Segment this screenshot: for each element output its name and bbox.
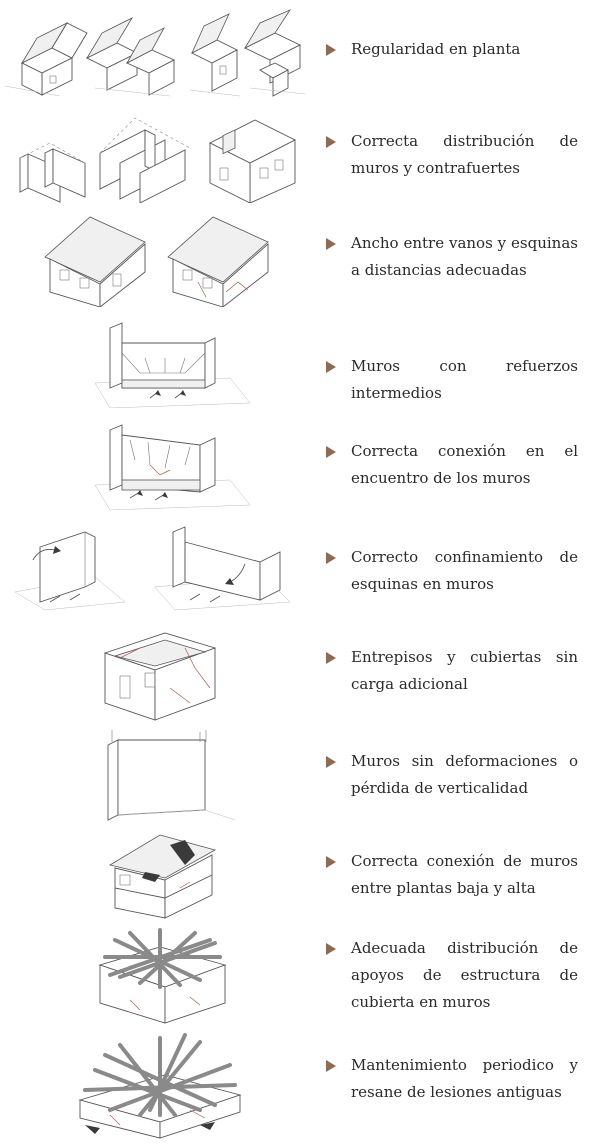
caption-block xyxy=(326,353,578,407)
openings-corner-distance-illustration xyxy=(0,212,315,307)
caption-block xyxy=(326,438,578,492)
item-corner-confinement xyxy=(0,522,595,612)
bullet-triangle-icon xyxy=(326,238,336,250)
bullet-triangle-icon xyxy=(326,361,336,373)
caption-text: Mantenimiento periodico y resane de lesiones antiguas xyxy=(351,1056,578,1101)
caption-block xyxy=(326,1052,578,1106)
item-intermediate-reinforcement xyxy=(0,318,595,408)
wall-distribution-buttresses-illustration xyxy=(0,108,315,203)
caption-text: Correcta conexión de muros entre plantas baja y alta xyxy=(351,852,578,897)
intermediate-wall-reinforcement-illustration xyxy=(0,318,315,408)
corner-confinement-illustration xyxy=(0,522,315,612)
item-wall-distribution xyxy=(0,108,595,203)
caption-text: Adecuada distribución de apoyos de estructura de cubierta en muros xyxy=(351,939,578,1011)
caption-block xyxy=(326,748,578,802)
caption-block xyxy=(326,230,578,284)
floor-plan-regularity-houses-illustration xyxy=(0,8,315,98)
caption-text: Muros sin deformaciones o pérdida de verticalidad xyxy=(351,752,578,797)
roof-structure-supports-illustration xyxy=(0,925,315,1025)
caption-text: Muros con refuerzos intermedios xyxy=(351,357,578,402)
caption-text: Ancho entre vanos y esquinas a distancias adecuadas xyxy=(351,234,578,279)
caption-text: Correcto confinamiento de esquinas en muros xyxy=(351,548,578,593)
caption-text: Entrepisos y cubiertas sin carga adicional xyxy=(351,648,578,693)
caption-block xyxy=(326,544,578,598)
bullet-triangle-icon xyxy=(326,652,336,664)
item-wall-verticality xyxy=(0,730,595,825)
bullet-triangle-icon xyxy=(326,856,336,868)
maintenance-old-damage-illustration xyxy=(0,1030,315,1140)
bullet-triangle-icon xyxy=(326,756,336,768)
bullet-triangle-icon xyxy=(326,446,336,458)
wall-verticality-illustration xyxy=(0,730,315,825)
bullet-triangle-icon xyxy=(326,136,336,148)
bullet-triangle-icon xyxy=(326,1060,336,1072)
floors-roofs-no-extra-load-illustration xyxy=(0,628,315,723)
caption-text: Correcta distribución de muros y contrafuertes xyxy=(351,132,578,177)
caption-block xyxy=(326,644,578,698)
caption-block xyxy=(326,36,578,63)
wall-junction-connection-illustration xyxy=(0,420,315,510)
bullet-triangle-icon xyxy=(326,552,336,564)
bullet-triangle-icon xyxy=(326,44,336,56)
item-roof-supports xyxy=(0,925,595,1025)
item-wall-junction xyxy=(0,420,595,510)
caption-block xyxy=(326,128,578,182)
caption-block xyxy=(326,848,578,902)
caption-text: Correcta conexión en el encuentro de los muros xyxy=(351,442,578,487)
caption-block xyxy=(326,935,578,1016)
bullet-triangle-icon xyxy=(326,943,336,955)
item-floor-plan-regularity xyxy=(0,8,595,98)
item-floors-roofs xyxy=(0,628,595,723)
caption-text: Regularidad en planta xyxy=(351,40,521,58)
storey-wall-connection-illustration xyxy=(0,830,315,920)
item-openings-corners xyxy=(0,212,595,307)
item-maintenance xyxy=(0,1030,595,1140)
item-storey-connection xyxy=(0,830,595,920)
